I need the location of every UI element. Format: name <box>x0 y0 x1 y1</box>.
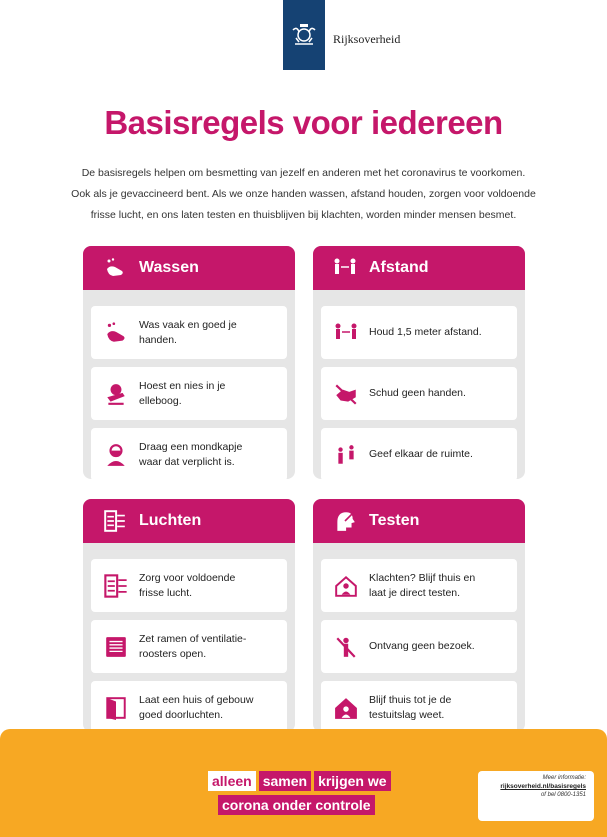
item-text: Draag een mondkapje <box>139 440 243 453</box>
card-luchten <box>83 499 295 732</box>
card-title: Luchten <box>139 512 202 529</box>
intro-text <box>50 163 557 226</box>
list-item <box>321 620 517 673</box>
info-link[interactable]: rijksoverheid.nl/basisregels <box>500 783 586 790</box>
logo-text: Rijksoverheid <box>333 32 401 46</box>
item-text: Hoest en nies in je <box>139 379 226 392</box>
info-label: Meer informatie: <box>542 775 586 781</box>
card-wassen <box>83 246 295 479</box>
item-text: waar dat verplicht is. <box>139 455 235 468</box>
card-title: Wassen <box>139 259 199 276</box>
card-title: Afstand <box>369 259 429 276</box>
hand-wash-icon <box>101 318 131 348</box>
item-text: Schud geen handen. <box>369 387 466 399</box>
item-text: Zet ramen of ventilatie- <box>139 632 247 645</box>
hand-wash-icon <box>103 256 127 280</box>
intro-line: De basisregels helpen om besmetting van jezelf en anderen met het coronavirus te voorkomen. <box>81 167 526 179</box>
no-visitors-icon <box>331 632 361 662</box>
ventilation-icon <box>101 571 131 601</box>
intro-line: Ook als je gevaccineerd bent. Als we onze handen wassen, afstand houden, zorgen voor voldoende <box>71 188 536 200</box>
sneeze-elbow-icon <box>101 379 131 409</box>
open-door-icon <box>101 693 131 723</box>
list-item <box>91 367 287 420</box>
intro-line: frisse lucht, en ons laten testen en thuisblijven bij klachten, worden minder mensen besmet. <box>90 209 517 221</box>
item-text: testuitslag weet. <box>369 708 445 721</box>
info-box <box>478 771 594 821</box>
item-text: frisse lucht. <box>139 586 193 599</box>
rijksoverheid-logo <box>283 0 325 70</box>
ventilation-icon <box>103 509 127 533</box>
test-swab-icon <box>333 509 357 533</box>
slogan-word: samen <box>259 771 311 791</box>
coat-of-arms-icon <box>289 20 319 50</box>
item-text: handen. <box>139 333 177 346</box>
item-text: Was vaak en goed je <box>139 318 237 331</box>
item-text: roosters open. <box>139 647 207 660</box>
distance-icon <box>331 318 361 348</box>
list-item <box>91 559 287 612</box>
face-mask-icon <box>101 440 131 470</box>
list-item <box>91 681 287 732</box>
home-person-icon <box>331 571 361 601</box>
item-text: goed doorluchten. <box>139 708 224 721</box>
footer-banner <box>0 729 607 837</box>
item-text: Geef elkaar de ruimte. <box>369 448 473 460</box>
item-text: Blijf thuis tot je de <box>369 693 452 706</box>
page-title: Basisregels voor iedereen <box>104 104 503 141</box>
info-phone: of bel 0800-1351 <box>540 792 586 798</box>
list-item <box>91 620 287 673</box>
slogan-word: krijgen we <box>314 771 390 791</box>
card-header <box>83 499 295 543</box>
list-item <box>91 428 287 479</box>
slogan-line: corona onder controle <box>218 795 375 815</box>
list-item <box>91 306 287 359</box>
item-text: elleboog. <box>139 394 182 407</box>
item-text: Ontvang geen bezoek. <box>369 640 475 652</box>
card-title: Testen <box>369 512 420 529</box>
list-item <box>321 559 517 612</box>
stay-home-icon <box>331 693 361 723</box>
card-header <box>83 246 295 290</box>
card-testen <box>313 499 525 732</box>
list-item <box>321 681 517 732</box>
item-text: Klachten? Blijf thuis en <box>369 571 476 584</box>
item-text: laat je direct testen. <box>369 586 461 599</box>
give-space-icon <box>331 440 361 470</box>
slogan <box>208 771 394 819</box>
item-text: Laat een huis of gebouw <box>139 693 254 706</box>
slogan-word: alleen <box>208 771 256 791</box>
list-item <box>321 367 517 420</box>
card-afstand <box>313 246 525 479</box>
list-item <box>321 428 517 479</box>
list-item <box>321 306 517 359</box>
item-text: Houd 1,5 meter afstand. <box>369 326 482 338</box>
card-header <box>313 246 525 290</box>
vent-grille-icon <box>101 632 131 662</box>
item-text: Zorg voor voldoende <box>139 571 236 584</box>
no-handshake-icon <box>331 379 361 409</box>
card-header <box>313 499 525 543</box>
distance-icon <box>333 256 357 280</box>
